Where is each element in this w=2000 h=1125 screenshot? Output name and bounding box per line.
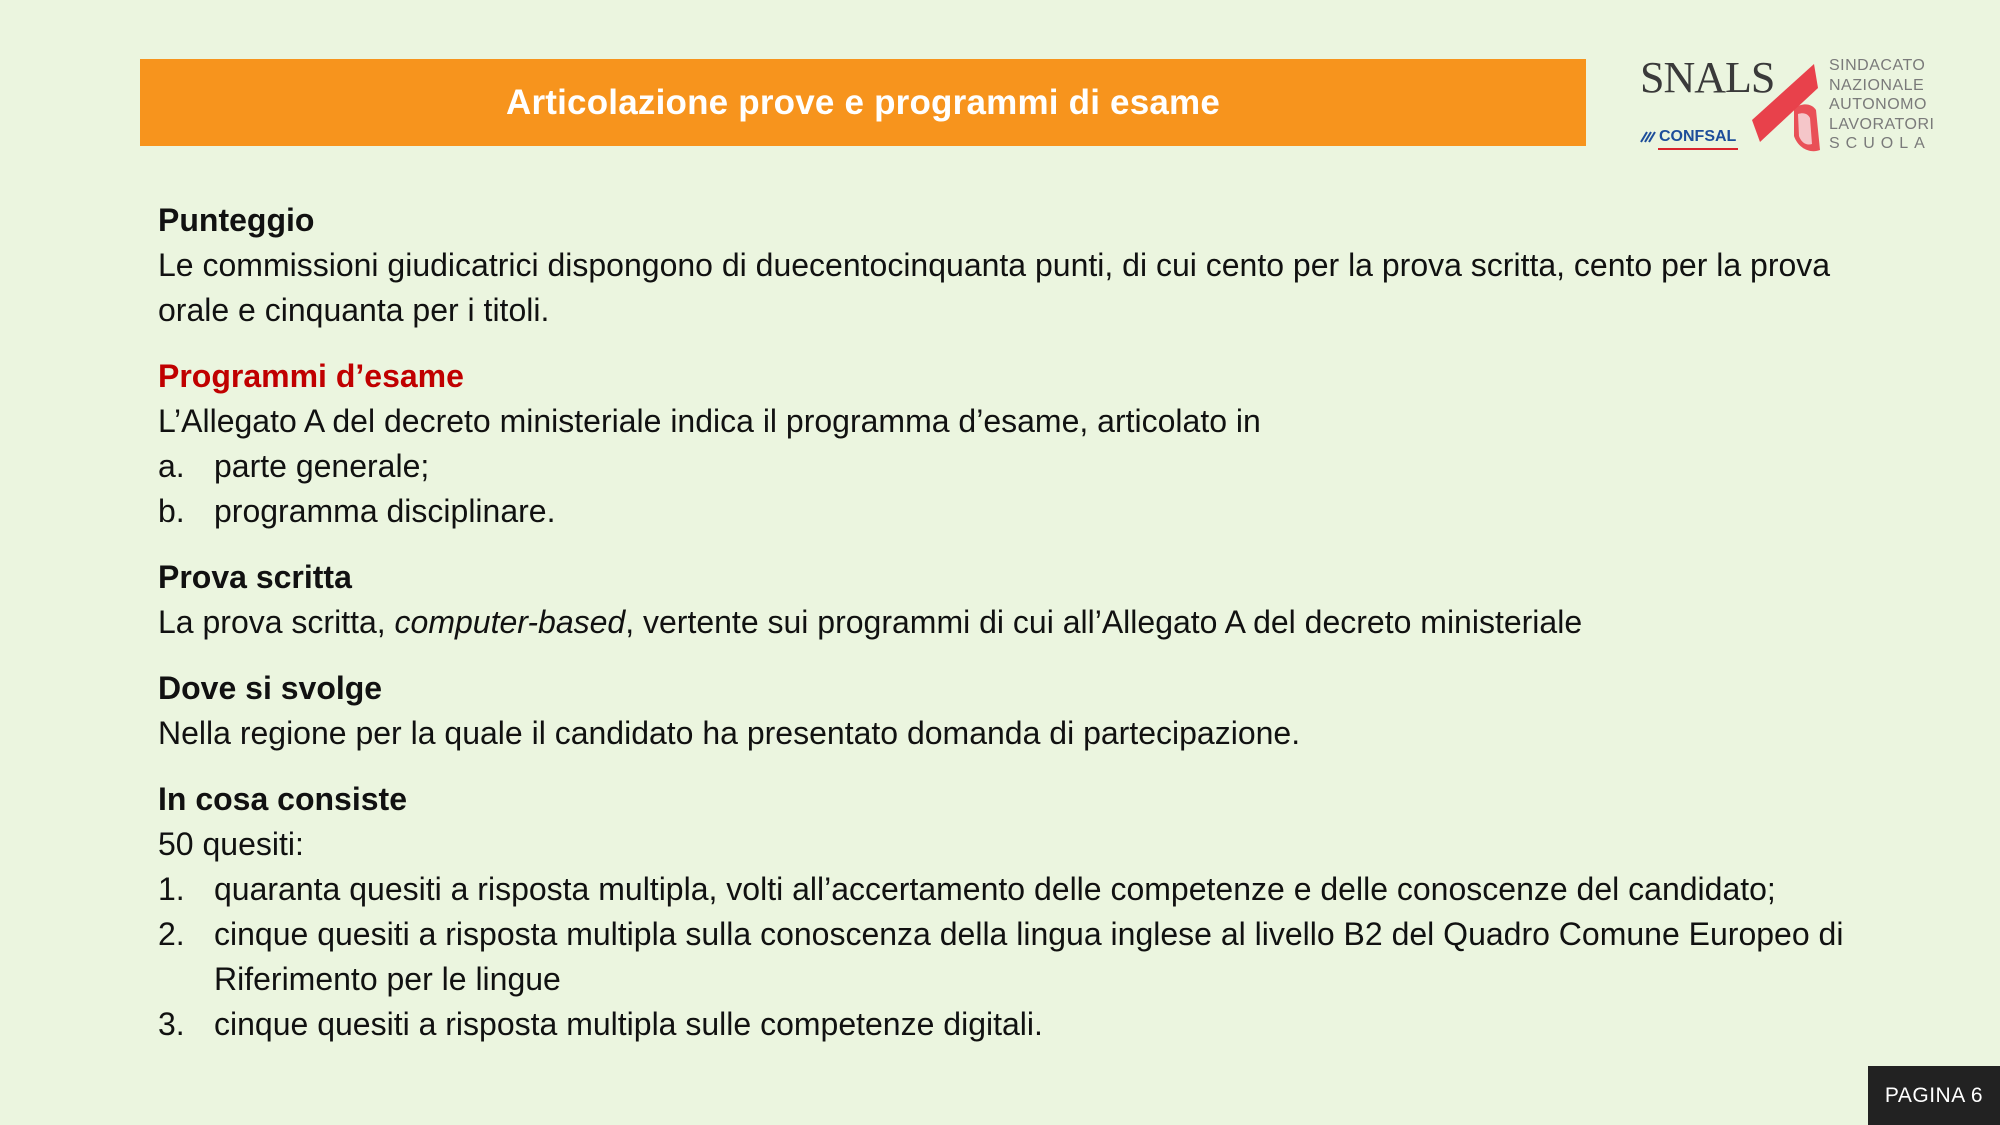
snals-logo	[1636, 50, 1936, 160]
list-marker: 3.	[158, 1006, 185, 1042]
list-marker: 2.	[158, 916, 185, 952]
section-text: Nella regione per la quale il candidato ha presentato domanda di partecipazione.	[158, 715, 1301, 751]
page-number-label: PAGINA 6	[1884, 1083, 1984, 1107]
list-item	[158, 489, 1958, 534]
slide-content	[158, 198, 1958, 1068]
section-text	[158, 600, 1878, 645]
section-punteggio	[158, 198, 1958, 333]
section-heading: Punteggio	[158, 202, 315, 238]
list-marker: b.	[158, 493, 185, 529]
list-item	[158, 912, 1958, 1002]
page-title: Articolazione prove e programmi di esame	[505, 82, 1221, 122]
logo-word: SCUOLA	[1829, 135, 1931, 152]
section-text: L’Allegato A del decreto ministeriale indica il programma d’esame, articolato in	[158, 403, 1261, 439]
list-item-text: parte generale;	[214, 448, 430, 484]
section-text: Le commissioni giudicatrici dispongono di duecentocinquanta punti, di cui cento per la prova scritta, cento per la prova orale e cinquanta per i titoli.	[158, 247, 1831, 328]
snals-emblem-icon	[1746, 58, 1826, 158]
list-item-text: cinque quesiti a risposta multipla sulla conoscenza della lingua inglese al livello B2 del Quadro Comune Europeo di Riferimento per le lingue	[214, 916, 1844, 997]
confsal-mark-icon	[1640, 130, 1656, 144]
section-prova-scritta	[158, 555, 1958, 645]
logo-word: NAZIONALE	[1829, 76, 1925, 94]
list-item	[158, 1002, 1958, 1047]
logo-wordmark	[1829, 56, 1934, 154]
list-item-text: programma disciplinare.	[214, 493, 556, 529]
list-item	[158, 444, 1958, 489]
logo-confsal	[1640, 128, 1736, 146]
section-text: 50 quesiti:	[158, 826, 304, 862]
section-dove	[158, 666, 1958, 756]
list-item-text: cinque quesiti a risposta multipla sulle competenze digitali.	[214, 1006, 1043, 1042]
list-item	[158, 867, 1958, 912]
list-marker: a.	[158, 448, 185, 484]
text-segment-italic: computer-based	[394, 604, 626, 640]
section-heading: In cosa consiste	[158, 781, 407, 817]
text-segment: , vertente sui programmi di cui all’Allegato A del decreto ministeriale	[625, 604, 1583, 640]
logo-snals-text: SNALS	[1640, 53, 1775, 102]
logo-confsal-underline	[1658, 148, 1738, 150]
section-consiste	[158, 777, 1958, 1047]
logo-word: LAVORATORI	[1829, 115, 1935, 133]
list-marker: 1.	[158, 871, 185, 907]
text-segment: La prova scritta,	[158, 604, 395, 640]
title-bar	[140, 59, 1586, 146]
section-programmi	[158, 354, 1958, 534]
page-number-badge	[1868, 1066, 2000, 1125]
logo-word: AUTONOMO	[1829, 96, 1927, 113]
section-heading: Dove si svolge	[158, 670, 383, 706]
logo-word: SINDACATO	[1829, 57, 1926, 74]
section-heading: Programmi d’esame	[158, 358, 464, 394]
section-heading: Prova scritta	[158, 559, 352, 595]
logo-confsal-text: CONFSAL	[1659, 128, 1737, 145]
list-item-text: quaranta quesiti a risposta multipla, volti all’accertamento delle competenze e delle conoscenze del candidato;	[214, 871, 1776, 907]
